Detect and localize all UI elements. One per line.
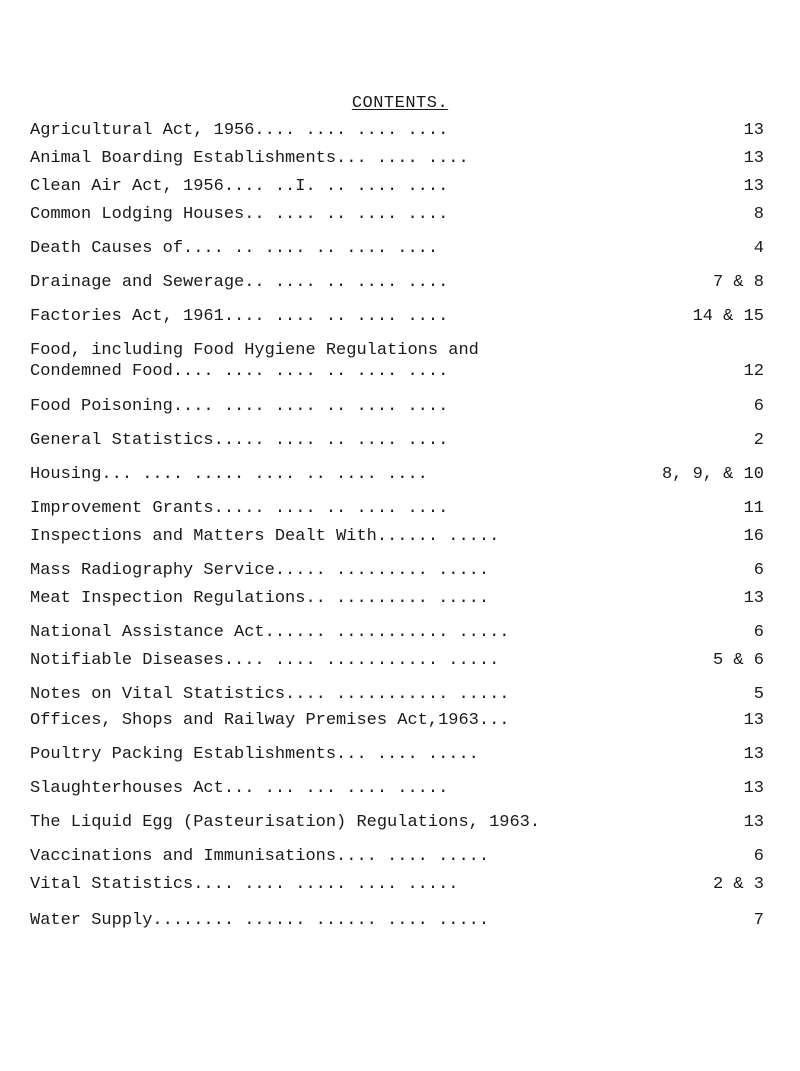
entry-label: Poultry Packing Establishments... .... ..... [30, 745, 479, 764]
contents-entry [30, 176, 770, 197]
entry-label: Drainage and Sewerage.. .... .. .... .... [30, 273, 449, 292]
entry-label: Agricultural Act, 1956.... .... .... .... [30, 121, 449, 140]
contents-entry [30, 120, 770, 141]
contents-entry [30, 910, 770, 931]
entry-label: Common Lodging Houses.. .... .. .... .... [30, 205, 449, 224]
entry-label: Condemned Food.... .... .... .. .... .... [30, 362, 449, 381]
contents-entry [30, 238, 770, 259]
entry-label: Slaughterhouses Act... ... ... .... ..... [30, 779, 449, 798]
entry-label: Clean Air Act, 1956.... ..I. .. .... .... [30, 177, 449, 196]
entry-label: Death Causes of.... .. .... .. .... .... [30, 239, 439, 258]
contents-entry [30, 148, 770, 169]
entry-page-number: 2 [753, 431, 764, 450]
entry-page-number: 16 [743, 527, 764, 546]
entry-page-number: 2 & 3 [712, 875, 764, 894]
entry-label: Meat Inspection Regulations.. ......... ..... [30, 589, 490, 608]
entry-page-number: 14 & 15 [692, 307, 764, 326]
entry-label: Notes on Vital Statistics.... ........... ..... [30, 685, 510, 704]
entry-label: National Assistance Act...... ........... ..... [30, 623, 510, 642]
contents-entry [30, 650, 770, 671]
entry-page-number: 13 [743, 121, 764, 140]
entry-page-number: 13 [743, 813, 764, 832]
entry-label: Vital Statistics.... .... ..... .... ..... [30, 875, 459, 894]
entry-label: Notifiable Diseases.... .... ........... ..... [30, 651, 500, 670]
contents-entry [30, 272, 770, 293]
contents-entry [30, 778, 770, 799]
entry-label-line1: Food, including Food Hygiene Regulations and [30, 341, 479, 360]
entry-page-number: 7 [753, 911, 764, 930]
entry-page-number: 12 [743, 362, 764, 381]
entry-page-number: 6 [753, 561, 764, 580]
contents-entry [30, 498, 770, 519]
contents-entry [30, 204, 770, 225]
entry-page-number: 13 [743, 711, 764, 730]
entry-page-number: 8 [753, 205, 764, 224]
contents-entry [30, 744, 770, 765]
entry-page-number: 11 [743, 499, 764, 518]
entry-label: General Statistics..... .... .. .... .... [30, 431, 449, 450]
entry-label: Inspections and Matters Dealt With...... ..... [30, 527, 500, 546]
entry-label: Factories Act, 1961.... .... .. .... .... [30, 307, 449, 326]
contents-entry [30, 430, 770, 451]
contents-entry [30, 812, 770, 833]
contents-entry [30, 560, 770, 581]
entry-page-number: 4 [753, 239, 764, 258]
contents-entry [30, 526, 770, 547]
contents-entry-multiline [30, 340, 770, 382]
entry-label: Offices, Shops and Railway Premises Act,1963... [30, 711, 510, 730]
entry-page-number: 13 [743, 779, 764, 798]
entry-page-number: 13 [743, 589, 764, 608]
contents-entry [30, 306, 770, 327]
contents-entry [30, 396, 770, 417]
entry-label: Mass Radiography Service..... ......... ..... [30, 561, 490, 580]
entry-label: Animal Boarding Establishments... .... .... [30, 149, 469, 168]
entry-label: Food Poisoning.... .... .... .. .... .... [30, 397, 449, 416]
page-title [0, 94, 800, 113]
contents-entry [30, 846, 770, 867]
entry-page-number: 6 [753, 623, 764, 642]
entry-page-number: 13 [743, 149, 764, 168]
entry-label: The Liquid Egg (Pasteurisation) Regulations, 1963. [30, 813, 541, 832]
entry-page-number: 7 & 8 [712, 273, 764, 292]
entry-page-number: 6 [753, 847, 764, 866]
entry-page-number: 13 [743, 177, 764, 196]
page-title-text: CONTENTS. [351, 94, 449, 113]
entry-page-number: 5 [753, 685, 764, 704]
entry-label: Improvement Grants..... .... .. .... .... [30, 499, 449, 518]
entry-page-number: 8, 9, & 10 [661, 465, 764, 484]
contents-entry [30, 874, 770, 895]
entry-page-number: 13 [743, 745, 764, 764]
entry-page-number: 6 [753, 397, 764, 416]
contents-entry [30, 684, 770, 705]
contents-entry [30, 622, 770, 643]
entry-label: Water Supply........ ...... ...... .... ..... [30, 911, 490, 930]
contents-entry [30, 588, 770, 609]
contents-entry [30, 710, 770, 731]
entry-page-number: 5 & 6 [712, 651, 764, 670]
entry-label: Vaccinations and Immunisations.... .... ..... [30, 847, 490, 866]
entry-label: Housing... .... ..... .... .. .... .... [30, 465, 428, 484]
contents-entry [30, 464, 770, 485]
